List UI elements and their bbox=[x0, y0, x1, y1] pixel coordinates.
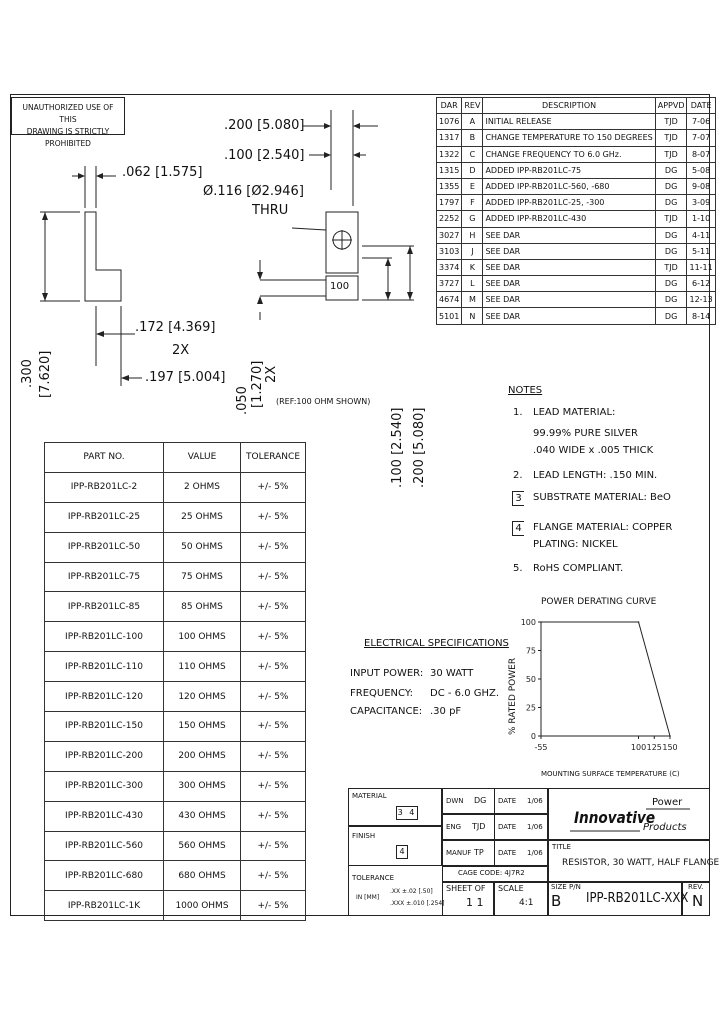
chart-y-tick-label: 100 bbox=[520, 618, 536, 627]
rev-letter: N bbox=[462, 308, 483, 324]
warning-line-2: DRAWING IS STRICTLY PROHIBITED bbox=[26, 127, 110, 148]
dim-2x-b: 2X bbox=[264, 365, 279, 383]
rev-description: SEE DAR bbox=[483, 308, 655, 324]
part-number-cell: IPP-RB201LC-120 bbox=[45, 682, 164, 712]
sheet-label: SHEET OF bbox=[446, 884, 486, 893]
manuf-label: MANUF bbox=[446, 849, 472, 857]
part-value-cell: 430 OHMS bbox=[164, 801, 241, 831]
part-tolerance-cell: +/- 5% bbox=[241, 741, 306, 771]
dim-050: .050 bbox=[235, 386, 250, 415]
rev-appvd: TJD bbox=[655, 130, 687, 146]
part-value-cell: 200 OHMS bbox=[164, 741, 241, 771]
dim-1270: [1.270] bbox=[250, 360, 265, 408]
chart-x-tick-label: 100 bbox=[630, 743, 647, 752]
dim-2x-a: 2X bbox=[172, 343, 190, 358]
body-label: 100 bbox=[330, 281, 350, 292]
note-5-num: 5. bbox=[513, 563, 523, 574]
chart-x-tick-label: 150 bbox=[662, 743, 678, 752]
part-tolerance-cell: +/- 5% bbox=[241, 801, 306, 831]
part-tolerance-cell: +/- 5% bbox=[241, 532, 306, 562]
rev-appvd: TJD bbox=[655, 146, 687, 162]
part-tolerance-cell: +/- 5% bbox=[241, 861, 306, 891]
rev-dar: 2252 bbox=[437, 211, 462, 227]
dwn-value: DG bbox=[474, 796, 487, 805]
rev-date: 7-06 bbox=[687, 114, 715, 130]
dim-197: .197 [5.004] bbox=[145, 370, 226, 385]
part-number-cell: IPP-RB201LC-85 bbox=[45, 592, 164, 622]
part-tolerance-cell: +/- 5% bbox=[241, 712, 306, 742]
note-1-a: LEAD MATERIAL: bbox=[533, 407, 616, 418]
pn-label: P/N bbox=[569, 883, 581, 891]
finish-ref: 4 bbox=[396, 845, 408, 859]
rev-letter: D bbox=[462, 162, 483, 178]
chart-y-tick-label: 25 bbox=[525, 703, 536, 713]
part-value-cell: 75 OHMS bbox=[164, 562, 241, 592]
dim-300: .300 bbox=[20, 359, 35, 388]
part-number-cell: IPP-RB201LC-300 bbox=[45, 771, 164, 801]
rev-date: 5-11 bbox=[687, 243, 715, 259]
rev-description: ADDED IPP-RB201LC-430 bbox=[483, 211, 655, 227]
note-4-a: FLANGE MATERIAL: COPPER bbox=[533, 522, 673, 533]
part-number: IPP-RB201LC-XXX bbox=[586, 891, 689, 906]
rev-letter: A bbox=[462, 114, 483, 130]
chart-title: POWER DERATING CURVE bbox=[541, 597, 657, 607]
part-number-cell: IPP-RB201LC-150 bbox=[45, 712, 164, 742]
chart-ylabel: % RATED POWER bbox=[508, 657, 518, 735]
part-number-cell: IPP-RB201LC-25 bbox=[45, 502, 164, 532]
dim-hole: Ø.116 [Ø2.946] bbox=[203, 184, 304, 199]
note-5: RoHS COMPLIANT. bbox=[533, 563, 624, 574]
rev-appvd: DG bbox=[655, 308, 687, 324]
ref-note: (REF:100 OHM SHOWN) bbox=[276, 397, 371, 406]
rev-description: CHANGE FREQUENCY TO 6.0 GHz. bbox=[483, 146, 655, 162]
rev-description: SEE DAR bbox=[483, 259, 655, 275]
rev-dar: 1317 bbox=[437, 130, 462, 146]
rev-appvd: TJD bbox=[655, 211, 687, 227]
rev-description: CHANGE TEMPERATURE TO 150 DEGREES bbox=[483, 130, 655, 146]
rev-description: ADDED IPP-RB201LC-75 bbox=[483, 162, 655, 178]
rev-date: 8-07 bbox=[687, 146, 715, 162]
parts-col-value: VALUE bbox=[164, 443, 241, 473]
chart-y-tick-label: 50 bbox=[525, 675, 536, 684]
rev-letter: E bbox=[462, 178, 483, 194]
manuf-value: TP bbox=[474, 848, 484, 857]
rev-dar: 3727 bbox=[437, 276, 462, 292]
size-label: SIZE bbox=[551, 883, 567, 891]
rev-date: 11-11 bbox=[687, 259, 715, 275]
dwn-date-label: DATE bbox=[498, 797, 517, 805]
eng-date: 1/06 bbox=[527, 823, 543, 831]
rev-dar: 5101 bbox=[437, 308, 462, 324]
rev-dar: 1797 bbox=[437, 195, 462, 211]
part-number-cell: IPP-RB201LC-2 bbox=[45, 472, 164, 502]
material-refs: 3 4 bbox=[396, 806, 418, 820]
part-value-cell: 85 OHMS bbox=[164, 592, 241, 622]
rev-date: 3-09 bbox=[687, 195, 715, 211]
rev-date: 9-08 bbox=[687, 178, 715, 194]
rev-appvd: DG bbox=[655, 243, 687, 259]
tolerance-units: IN [MM] bbox=[356, 894, 380, 901]
rev-description: SEE DAR bbox=[483, 292, 655, 308]
material-label: MATERIAL bbox=[352, 792, 387, 800]
rev-description: SEE DAR bbox=[483, 276, 655, 292]
part-number-cell: IPP-RB201LC-100 bbox=[45, 622, 164, 652]
part-tolerance-cell: +/- 5% bbox=[241, 562, 306, 592]
part-tolerance-cell: +/- 5% bbox=[241, 771, 306, 801]
rev-appvd: DG bbox=[655, 276, 687, 292]
chart-x-tick-label: 125 bbox=[646, 743, 662, 752]
elec-value-power: 30 WATT bbox=[430, 668, 474, 679]
rev-date: 7-07 bbox=[687, 130, 715, 146]
size-value: B bbox=[551, 892, 562, 910]
rev-description: SEE DAR bbox=[483, 243, 655, 259]
company-logo: Innovative bbox=[574, 808, 656, 827]
dim-172: .172 [4.369] bbox=[135, 320, 216, 335]
title-label: TITLE bbox=[552, 843, 571, 851]
elec-value-frequency: DC - 6.0 GHZ. bbox=[430, 688, 500, 699]
note-1-b: 99.99% PURE SILVER bbox=[533, 428, 638, 439]
dim-v200: .200 [5.080] bbox=[412, 407, 427, 488]
part-tolerance-cell: +/- 5% bbox=[241, 472, 306, 502]
part-number-cell: IPP-RB201LC-430 bbox=[45, 801, 164, 831]
elec-label-power: INPUT POWER: bbox=[350, 668, 424, 679]
tolerance-label: TOLERANCE bbox=[352, 874, 395, 882]
rev-letter: C bbox=[462, 146, 483, 162]
note-1-num: 1. bbox=[513, 407, 523, 418]
company-sub: Products bbox=[643, 822, 687, 833]
part-value-cell: 150 OHMS bbox=[164, 712, 241, 742]
note-3: SUBSTRATE MATERIAL: BeO bbox=[533, 492, 671, 503]
part-tolerance-cell: +/- 5% bbox=[241, 831, 306, 861]
sheet-value: 1 1 bbox=[466, 896, 484, 909]
part-value-cell: 50 OHMS bbox=[164, 532, 241, 562]
rev-letter: L bbox=[462, 276, 483, 292]
dim-100: .100 [2.540] bbox=[224, 148, 305, 163]
rev-col-date: DATE bbox=[687, 98, 715, 114]
part-value-cell: 120 OHMS bbox=[164, 682, 241, 712]
dwn-date: 1/06 bbox=[527, 797, 543, 805]
elec-label-frequency: FREQUENCY: bbox=[350, 688, 413, 699]
part-value-cell: 300 OHMS bbox=[164, 771, 241, 801]
rev-description: SEE DAR bbox=[483, 227, 655, 243]
rev-description: ADDED IPP-RB201LC-560, -680 bbox=[483, 178, 655, 194]
rev-value: N bbox=[692, 892, 704, 910]
rev-date: 6-12 bbox=[687, 276, 715, 292]
part-value-cell: 110 OHMS bbox=[164, 652, 241, 682]
part-tolerance-cell: +/- 5% bbox=[241, 652, 306, 682]
rev-appvd: DG bbox=[655, 292, 687, 308]
part-value-cell: 100 OHMS bbox=[164, 622, 241, 652]
dim-7620: [7.620] bbox=[38, 350, 53, 398]
rev-letter: M bbox=[462, 292, 483, 308]
note-3-num: 3 bbox=[512, 491, 524, 506]
part-number-cell: IPP-RB201LC-680 bbox=[45, 861, 164, 891]
rev-dar: 3103 bbox=[437, 243, 462, 259]
rev-col-description: DESCRIPTION bbox=[483, 98, 655, 114]
rev-dar: 1355 bbox=[437, 178, 462, 194]
note-4-b: PLATING: NICKEL bbox=[533, 539, 618, 550]
company-top: Power bbox=[652, 797, 683, 808]
rev-letter: G bbox=[462, 211, 483, 227]
rev-col-rev: REV bbox=[462, 98, 483, 114]
rev-appvd: DG bbox=[655, 227, 687, 243]
part-tolerance-cell: +/- 5% bbox=[241, 622, 306, 652]
scale-label: SCALE bbox=[498, 884, 524, 893]
part-value-cell: 560 OHMS bbox=[164, 831, 241, 861]
chart-y-tick-label: 0 bbox=[530, 732, 536, 741]
notes-title: NOTES bbox=[508, 385, 543, 396]
rev-date: 4-11 bbox=[687, 227, 715, 243]
part-number-cell: IPP-RB201LC-200 bbox=[45, 741, 164, 771]
part-number-cell: IPP-RB201LC-110 bbox=[45, 652, 164, 682]
rev-description: INITIAL RELEASE bbox=[483, 114, 655, 130]
eng-label: ENG bbox=[446, 823, 462, 831]
part-value-cell: 1000 OHMS bbox=[164, 891, 241, 921]
rev-letter: H bbox=[462, 227, 483, 243]
tolerance-xx: .XX ±.02 [.50] bbox=[390, 888, 433, 895]
part-number-cell: IPP-RB201LC-1K bbox=[45, 891, 164, 921]
rev-dar: 1076 bbox=[437, 114, 462, 130]
rev-col-appvd: APPVD bbox=[655, 98, 687, 114]
warning-line-1: UNAUTHORIZED USE OF THIS bbox=[22, 103, 114, 124]
dim-200: .200 [5.080] bbox=[224, 118, 305, 133]
part-number-cell: IPP-RB201LC-560 bbox=[45, 831, 164, 861]
rev-dar: 3374 bbox=[437, 259, 462, 275]
rev-appvd: DG bbox=[655, 178, 687, 194]
part-tolerance-cell: +/- 5% bbox=[241, 891, 306, 921]
rev-date: 12-13 bbox=[687, 292, 715, 308]
rev-letter: B bbox=[462, 130, 483, 146]
cage-code: CAGE CODE: 4J7R2 bbox=[458, 869, 525, 877]
part-number-cell: IPP-RB201LC-75 bbox=[45, 562, 164, 592]
part-value-cell: 680 OHMS bbox=[164, 861, 241, 891]
part-value-cell: 25 OHMS bbox=[164, 502, 241, 532]
rev-date: 5-08 bbox=[687, 162, 715, 178]
dim-thru: THRU bbox=[252, 203, 289, 218]
chart-y-tick-label: 75 bbox=[525, 646, 536, 656]
note-1-c: .040 WIDE x .005 THICK bbox=[533, 445, 654, 456]
rev-letter: F bbox=[462, 195, 483, 211]
rev-dar: 3027 bbox=[437, 227, 462, 243]
rev-appvd: TJD bbox=[655, 114, 687, 130]
dwn-label: DWN bbox=[446, 797, 464, 805]
part-value-cell: 2 OHMS bbox=[164, 472, 241, 502]
elec-value-capacitance: .30 pF bbox=[430, 706, 462, 717]
rev-appvd: TJD bbox=[655, 259, 687, 275]
finish-label: FINISH bbox=[352, 832, 376, 840]
part-number-cell: IPP-RB201LC-50 bbox=[45, 532, 164, 562]
elec-label-capacitance: CAPACITANCE: bbox=[350, 706, 423, 717]
note-2: LEAD LENGTH: .150 MIN. bbox=[533, 470, 658, 481]
chart-x-tick-label: -55 bbox=[534, 743, 548, 752]
parts-col-tolerance: TOLERANCE bbox=[241, 443, 306, 473]
rev-letter: J bbox=[462, 243, 483, 259]
dim-062: .062 [1.575] bbox=[122, 165, 203, 180]
rev-appvd: DG bbox=[655, 162, 687, 178]
rev-date: 1-10 bbox=[687, 211, 715, 227]
rev-dar: 1322 bbox=[437, 146, 462, 162]
elec-title: ELECTRICAL SPECIFICATIONS bbox=[364, 638, 509, 649]
part-tolerance-cell: +/- 5% bbox=[241, 592, 306, 622]
drawing-title: RESISTOR, 30 WATT, HALF FLANGE bbox=[562, 858, 720, 868]
rev-col-dar: DAR bbox=[437, 98, 462, 114]
part-tolerance-cell: +/- 5% bbox=[241, 682, 306, 712]
note-4-num: 4 bbox=[512, 521, 524, 536]
rev-appvd: DG bbox=[655, 195, 687, 211]
rev-label: REV. bbox=[688, 883, 704, 891]
tolerance-xxx: .XXX ±.010 [.254] bbox=[390, 900, 445, 907]
note-2-num: 2. bbox=[513, 470, 523, 481]
scale-value: 4:1 bbox=[519, 898, 534, 908]
eng-date-label: DATE bbox=[498, 823, 517, 831]
parts-col-partno: PART NO. bbox=[45, 443, 164, 473]
part-tolerance-cell: +/- 5% bbox=[241, 502, 306, 532]
eng-value: TJD bbox=[472, 822, 486, 831]
manuf-date-label: DATE bbox=[498, 849, 517, 857]
dim-v100: .100 [2.540] bbox=[390, 407, 405, 488]
rev-letter: K bbox=[462, 259, 483, 275]
rev-dar: 4674 bbox=[437, 292, 462, 308]
rev-date: 8-14 bbox=[687, 308, 715, 324]
rev-description: ADDED IPP-RB201LC-25, -300 bbox=[483, 195, 655, 211]
chart-xlabel: MOUNTING SURFACE TEMPERATURE (C) bbox=[541, 770, 680, 778]
rev-dar: 1315 bbox=[437, 162, 462, 178]
manuf-date: 1/06 bbox=[527, 849, 543, 857]
